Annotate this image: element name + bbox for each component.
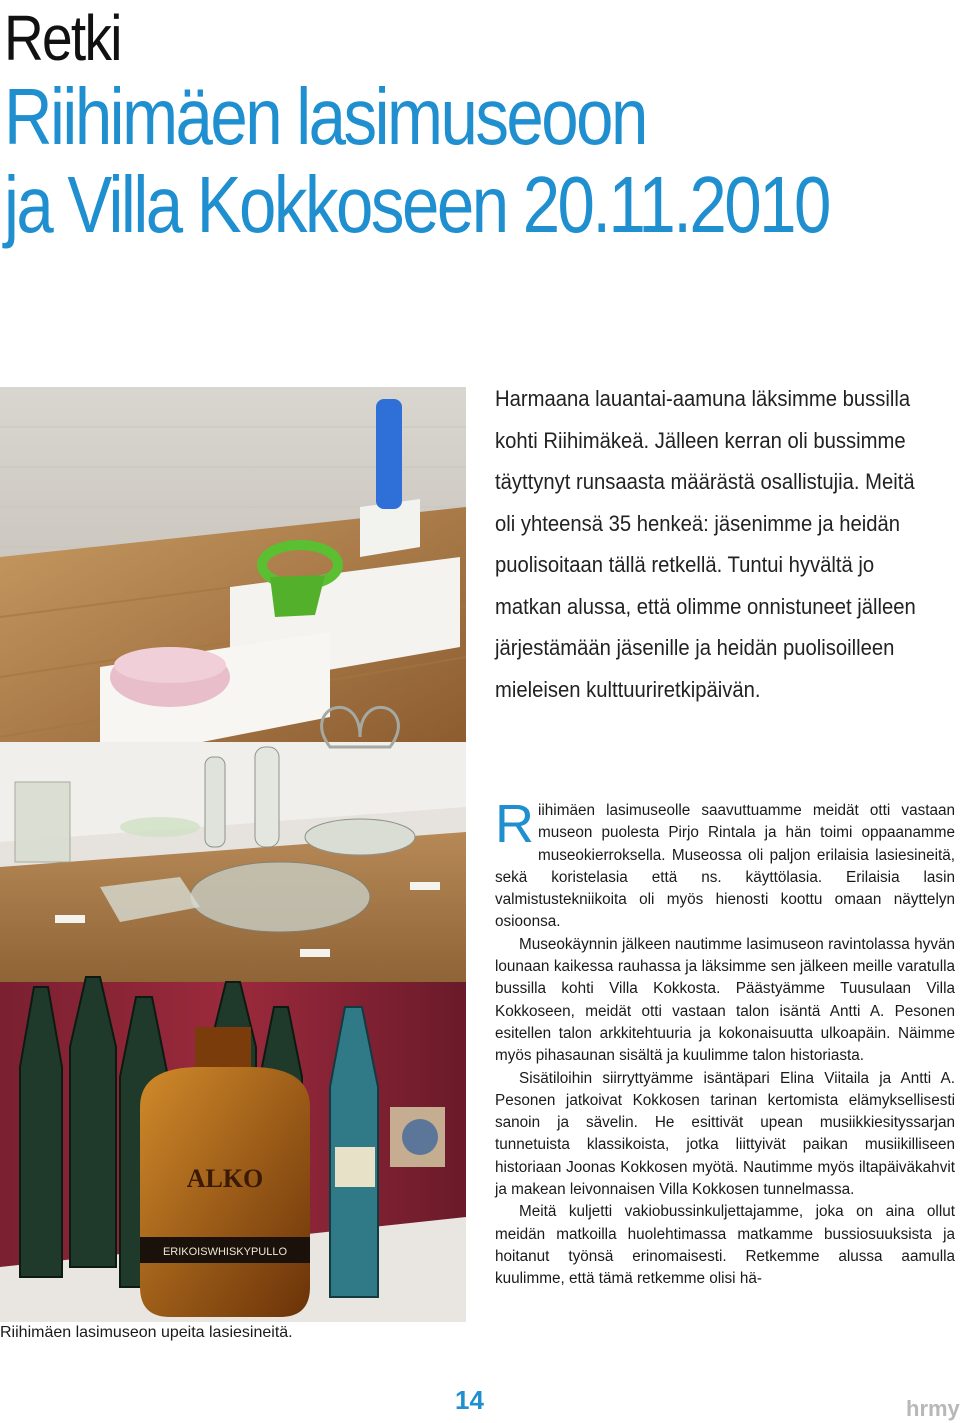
- gallery-photo: [0, 387, 466, 762]
- title-main: Riihimäen lasimuseoon: [4, 72, 646, 161]
- intro-text: Harmaana lauantai-aamuna läksimme bussilla kohti Riihimäkeä. Jälleen kerran oli bussimme täyttynyt runsaasta määrästä osallistujia. Meitä oli yhteensä 35 henkeä: jäsenimme ja heidän puolisoitaan tällä retkellä. Tuntui hyvältä jo matkan alussa, että olimme onnistuneet jälleen järjestämään jäsenille ja heidän puolisoilleen mieleisen kulttuuriretkipäivän.: [495, 386, 916, 702]
- bottles-photo: [0, 977, 466, 1322]
- body-paragraph-4: Meitä kuljetti vakiobussinkuljettajamme, joka on aina ollut meidän matkoilla huolehtimassa matkamme bussiosuuksista ja hoitanut työnsä erinomaisesti. Retkemme alussa aamulla kuulimme, että tämä retkemme olisi hä-: [495, 1203, 955, 1288]
- bottle-label-alko: ALKO: [186, 1164, 264, 1193]
- intro-paragraph: [495, 378, 918, 710]
- body-paragraph-3: Sisätiloihin siirryttyämme isäntäpari Elina Viitaila ja Antti A. Pesonen jatkoivat Kokkosen tarinan kertomista elämyksellisesti sanoin ja sävelin. He esittivät upean musiikkiesityssarjan tunnetuista klassikoista, jotka liittyivät paikan musiikilliseen historiaan Joonas Kokkosen myötä. Nautimme myös iltapäiväkahvit ja makean leivonnaisen Villa Kokkosen tunnelmassa.: [495, 1069, 955, 1199]
- body-paragraph-1-text: iihimäen lasimuseolle saavuttuamme meidät otti vastaan museon puolesta Pirjo Rintala ja hän toimi oppaanamme museokierroksella. Museossa oli paljon erilaisia lasiesineitä, sekä koristelasia että ns. käyttölasia. Erilaisia lasin valmistustekniikoita oli myös hienosti koottu omaan näyttelyn osioonsa.: [495, 802, 955, 931]
- page-number: 14: [455, 1385, 484, 1415]
- footer-brand: hrmy: [906, 1396, 960, 1421]
- title-kicker: Retki: [4, 2, 121, 74]
- body-paragraph-2: Museokäynnin jälkeen nautimme lasimuseon ravintolassa hyvän lounaan kaikessa rauhassa ja läksimme sen jälkeen meille varatulla bussilla kohti Villa Kokkosta. Päästyämme Tuusulaan Villa Kokkoseen, meidät otti vastaan talon isäntä Antti A. Pesonen esitellen talon arkkitehtuuria ja kokonaisuutta ulkoapäin. Näimme myös pihasaunan sisältä ja kuulimme talon historiasta.: [495, 935, 955, 1065]
- drop-cap: R: [495, 794, 534, 854]
- bottle-label-whisky: ERIKOISWHISKYPULLO: [162, 1246, 288, 1258]
- museum-photo-collage: [0, 387, 466, 1322]
- body-paragraph-1: [495, 794, 955, 934]
- article-body: [495, 794, 955, 1291]
- photo-caption: Riihimäen lasimuseon upeita lasiesineitä.: [0, 1324, 293, 1341]
- photo-collage: [0, 387, 466, 1322]
- title-sub: ja Villa Kokkoseen 20.11.2010: [4, 160, 829, 249]
- glass-display-photo: [0, 707, 466, 982]
